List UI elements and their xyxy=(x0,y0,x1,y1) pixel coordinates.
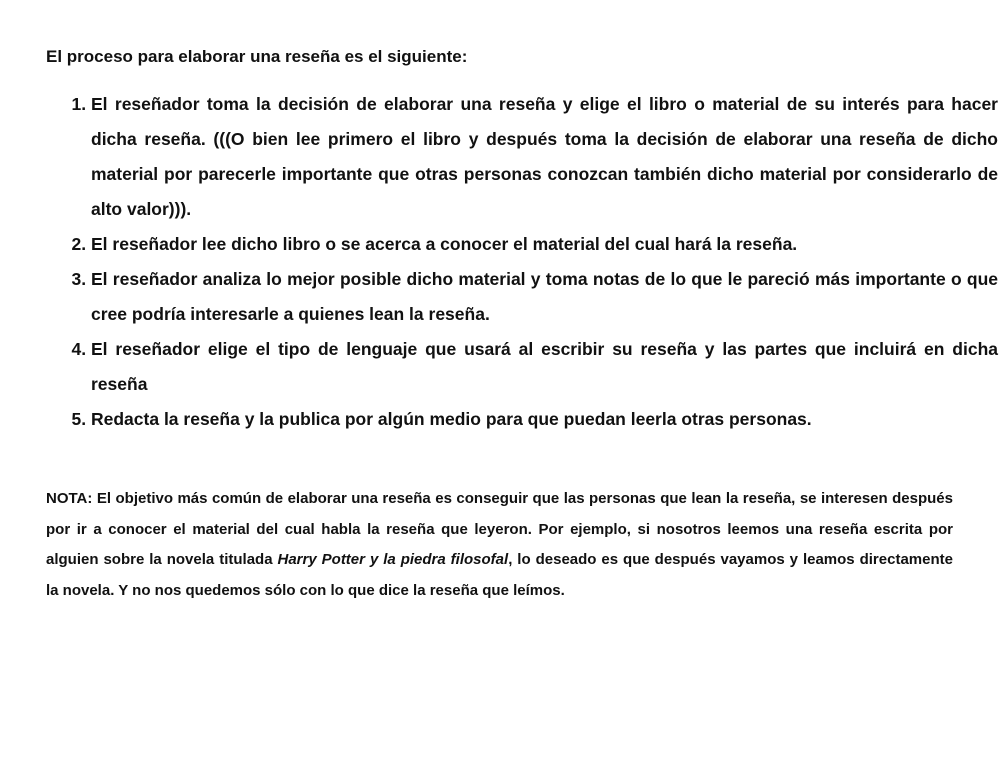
list-item: 3. El reseñador analiza lo mejor posible dicho material y toma notas de lo que le pareció más importante o que cree podría interesarle a quienes lean la reseña. xyxy=(91,262,998,332)
intro-heading: El proceso para elaborar una reseña es el siguiente: xyxy=(46,47,468,66)
list-item: 1. El reseñador toma la decisión de elaborar una reseña y elige el libro o material de su interés para hacer dicha reseña. (((O bien lee primero el libro y después toma la decisión de elaborar una reseña de dicho material por parecerle importante que otras personas conozcan también dicho material por considerarlo de alto valor))). xyxy=(91,87,998,227)
note-paragraph xyxy=(46,484,953,606)
list-item: 5. Redacta la reseña y la publica por algún medio para que puedan leerla otras personas. xyxy=(91,402,998,437)
book-title: Harry Potter y la piedra filosofal xyxy=(277,551,509,568)
list-item: 4. El reseñador elige el tipo de lenguaje que usará al escribir su reseña y las partes que incluirá en dicha reseña xyxy=(91,332,998,402)
note-text-end: , lo deseado es que después vayamos y leamos directamente la novela. Y no nos quedemos sólo con lo que dice la reseña que leímos. xyxy=(46,551,953,599)
note-text-start: NOTA: El objetivo más común de elaborar una reseña es conseguir que las personas que lean la reseña, se interesen después por ir a conocer el material del cual habla la reseña que leyeron. Por ejemplo, si nosotros leemos una reseña escrita por alguien sobre la novela titulada xyxy=(46,490,953,568)
steps-list xyxy=(46,87,998,437)
list-item: 2. El reseñador lee dicho libro o se acerca a conocer el material del cual hará la reseña. xyxy=(91,227,998,262)
